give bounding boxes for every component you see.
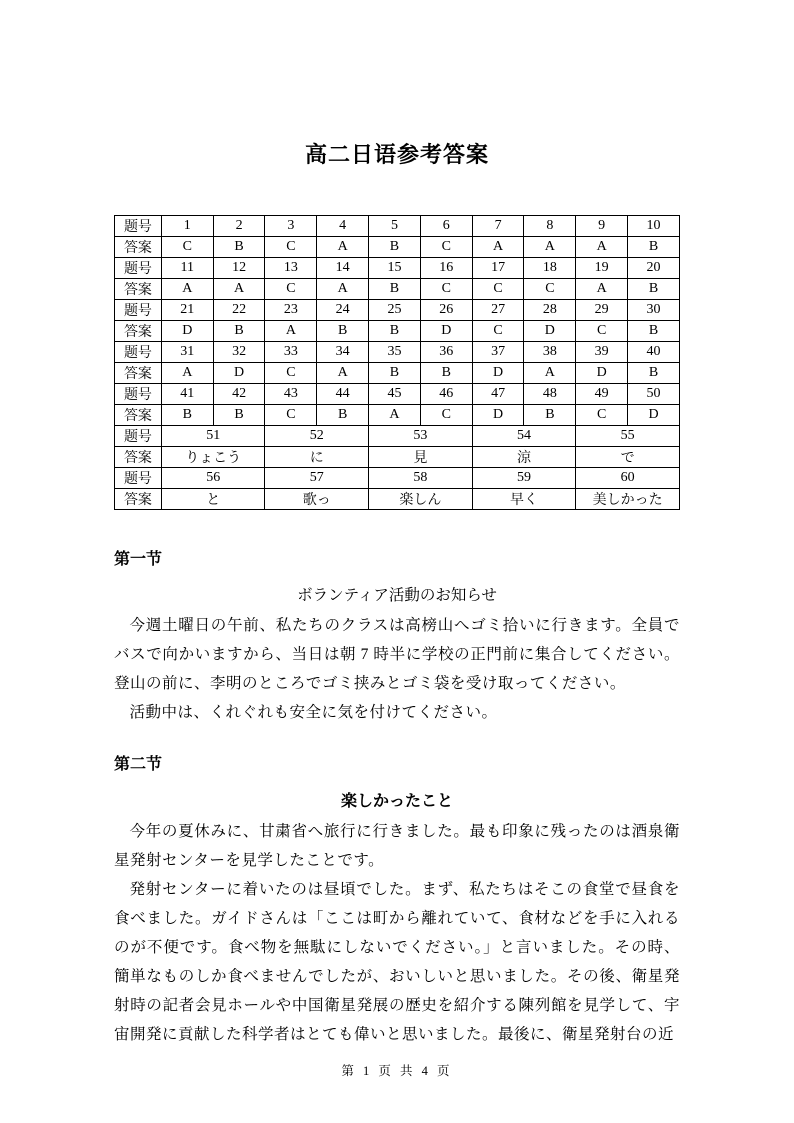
question-number-cell: 18 [524, 258, 576, 279]
answer-cell: C [472, 321, 524, 342]
answer-cell: A [524, 237, 576, 258]
question-number-cell: 49 [576, 384, 628, 405]
question-number-cell: 31 [161, 342, 213, 363]
question-number-cell: 10 [628, 216, 680, 237]
question-number-cell: 12 [213, 258, 265, 279]
section-1-subtitle: ボランティア活動のお知らせ [297, 587, 497, 604]
answer-key-table [114, 215, 680, 510]
answer-cell: A [317, 279, 369, 300]
question-number-cell: 17 [472, 258, 524, 279]
question-number-cell: 16 [420, 258, 472, 279]
question-number-cell: 14 [317, 258, 369, 279]
question-number-cell: 30 [628, 300, 680, 321]
question-number-cell: 59 [472, 468, 576, 489]
section-2-paragraph-1: 今年の夏休みに、甘粛省へ旅行に行きました。最も印象に残ったのは酒泉衛星発射センターを見学したことです。 [114, 823, 680, 869]
section-1-paragraph-1: 今週土曜日の午前、私たちのクラスは高榜山へゴミ拾いに行きます。全員でバスで向かいますから、当日は朝 7 時半に学校の正門前に集合してください。登山の前に、李明のところでゴミ挟みとゴミ袋を受け取ってください。 [114, 617, 680, 692]
answer-cell: 美しかった [576, 489, 680, 510]
question-number-cell: 41 [161, 384, 213, 405]
answer-cell: B [369, 237, 421, 258]
question-number-cell: 13 [265, 258, 317, 279]
answer-cell: B [524, 405, 576, 426]
question-number-cell: 25 [369, 300, 421, 321]
answer-cell: りょこう [161, 447, 265, 468]
question-number-cell: 8 [524, 216, 576, 237]
answer-table-row [115, 237, 680, 258]
answer-cell: A [161, 279, 213, 300]
question-number-cell: 23 [265, 300, 317, 321]
question-number-cell: 20 [628, 258, 680, 279]
row-label: 题号 [115, 258, 162, 279]
answer-cell: D [628, 405, 680, 426]
row-label: 题号 [115, 342, 162, 363]
answer-cell: D [420, 321, 472, 342]
question-number-cell: 3 [265, 216, 317, 237]
row-label: 答案 [115, 489, 162, 510]
answer-table-row [115, 279, 680, 300]
question-number-cell: 39 [576, 342, 628, 363]
question-number-cell: 19 [576, 258, 628, 279]
answer-cell: A [472, 237, 524, 258]
answer-cell: A [576, 237, 628, 258]
question-number-cell: 43 [265, 384, 317, 405]
answer-cell: A [213, 279, 265, 300]
answer-cell: A [317, 363, 369, 384]
row-label: 题号 [115, 426, 162, 447]
answer-cell: B [213, 321, 265, 342]
answer-cell: に [265, 447, 369, 468]
answer-cell: C [265, 405, 317, 426]
question-number-cell: 7 [472, 216, 524, 237]
page-number-footer: 第 1 页 共 4 页 [341, 1064, 453, 1078]
answer-cell: C [420, 279, 472, 300]
question-number-cell: 29 [576, 300, 628, 321]
answer-cell: B [161, 405, 213, 426]
question-number-cell: 42 [213, 384, 265, 405]
answer-cell: D [472, 363, 524, 384]
answer-table-row [115, 405, 680, 426]
section-2-heading: 第二节 [114, 756, 163, 773]
answer-cell: A [161, 363, 213, 384]
question-number-cell: 26 [420, 300, 472, 321]
answer-cell: 楽しん [369, 489, 473, 510]
answer-cell: D [524, 321, 576, 342]
question-number-cell: 53 [369, 426, 473, 447]
question-number-cell: 54 [472, 426, 576, 447]
question-number-cell: 55 [576, 426, 680, 447]
answer-cell: A [265, 321, 317, 342]
answer-table-row [115, 342, 680, 363]
row-label: 答案 [115, 447, 162, 468]
answer-table-row [115, 468, 680, 489]
section-2 [114, 751, 680, 1049]
question-number-cell: 57 [265, 468, 369, 489]
section-2-paragraph-2: 発射センターに着いたのは昼頃でした。まず、私たちはそこの食堂で昼食を食べました。ガイドさんは「ここは町から離れていて、食材などを手に入れるのが不便です。食べ物を無駄にしないでください。」と言いました。その時、簡単なものしか食べませんでしたが、おいしいと思いました。その後、衛星発射時の記者会見ホールや中国衛星発展の歴史を紹介する陳列館を見学して、宇宙開発に貢献した科学者はとても偉いと思いました。最後に、衛星発射台の近 [114, 881, 680, 1043]
question-number-cell: 51 [161, 426, 265, 447]
question-number-cell: 46 [420, 384, 472, 405]
answer-table-row [115, 216, 680, 237]
answer-cell: 見 [369, 447, 473, 468]
question-number-cell: 5 [369, 216, 421, 237]
question-number-cell: 2 [213, 216, 265, 237]
section-1-heading: 第一节 [114, 551, 163, 568]
question-number-cell: 36 [420, 342, 472, 363]
question-number-cell: 60 [576, 468, 680, 489]
question-number-cell: 34 [317, 342, 369, 363]
answer-cell: 早く [472, 489, 576, 510]
answer-cell: B [317, 405, 369, 426]
question-number-cell: 45 [369, 384, 421, 405]
answer-cell: B [317, 321, 369, 342]
question-number-cell: 37 [472, 342, 524, 363]
answer-cell: B [628, 279, 680, 300]
question-number-cell: 38 [524, 342, 576, 363]
question-number-cell: 32 [213, 342, 265, 363]
question-number-cell: 44 [317, 384, 369, 405]
answer-table-row [115, 489, 680, 510]
answer-cell: B [369, 321, 421, 342]
answer-cell: C [524, 279, 576, 300]
answer-cell: C [265, 237, 317, 258]
answer-cell: 涼 [472, 447, 576, 468]
section-1 [114, 546, 680, 727]
question-number-cell: 40 [628, 342, 680, 363]
answer-cell: A [317, 237, 369, 258]
question-number-cell: 4 [317, 216, 369, 237]
answer-cell: A [524, 363, 576, 384]
question-number-cell: 35 [369, 342, 421, 363]
answer-cell: C [420, 237, 472, 258]
row-label: 答案 [115, 405, 162, 426]
question-number-cell: 9 [576, 216, 628, 237]
answer-cell: C [576, 321, 628, 342]
answer-cell: A [576, 279, 628, 300]
section-2-subtitle: 楽しかったこと [340, 793, 453, 810]
answer-cell: D [213, 363, 265, 384]
row-label: 答案 [115, 363, 162, 384]
answer-cell: B [628, 321, 680, 342]
answer-cell: D [161, 321, 213, 342]
answer-table-row [115, 384, 680, 405]
row-label: 答案 [115, 237, 162, 258]
answer-cell: B [369, 279, 421, 300]
row-label: 题号 [115, 468, 162, 489]
answer-cell: C [472, 279, 524, 300]
answer-cell: B [213, 237, 265, 258]
question-number-cell: 58 [369, 468, 473, 489]
answer-cell: B [213, 405, 265, 426]
answer-cell: C [265, 279, 317, 300]
answer-cell: A [369, 405, 421, 426]
answer-cell: 歌っ [265, 489, 369, 510]
question-number-cell: 15 [369, 258, 421, 279]
question-number-cell: 1 [161, 216, 213, 237]
answer-cell: B [628, 363, 680, 384]
row-label: 答案 [115, 279, 162, 300]
answer-table-row [115, 426, 680, 447]
row-label: 题号 [115, 300, 162, 321]
answer-cell: と [161, 489, 265, 510]
row-label: 答案 [115, 321, 162, 342]
question-number-cell: 28 [524, 300, 576, 321]
answer-cell: B [369, 363, 421, 384]
answer-cell: で [576, 447, 680, 468]
answer-table-row [115, 363, 680, 384]
answer-table-row [115, 300, 680, 321]
question-number-cell: 50 [628, 384, 680, 405]
answer-table-row [115, 447, 680, 468]
answer-cell: C [265, 363, 317, 384]
question-number-cell: 11 [161, 258, 213, 279]
question-number-cell: 56 [161, 468, 265, 489]
answer-cell: C [576, 405, 628, 426]
question-number-cell: 47 [472, 384, 524, 405]
question-number-cell: 22 [213, 300, 265, 321]
question-number-cell: 52 [265, 426, 369, 447]
question-number-cell: 27 [472, 300, 524, 321]
answer-cell: C [420, 405, 472, 426]
question-number-cell: 33 [265, 342, 317, 363]
answer-cell: B [628, 237, 680, 258]
question-number-cell: 21 [161, 300, 213, 321]
answer-cell: D [472, 405, 524, 426]
question-number-cell: 24 [317, 300, 369, 321]
row-label: 题号 [115, 384, 162, 405]
answer-cell: B [420, 363, 472, 384]
answer-cell: C [161, 237, 213, 258]
answer-table-row [115, 258, 680, 279]
question-number-cell: 6 [420, 216, 472, 237]
row-label: 题号 [115, 216, 162, 237]
document-title: 高二日语参考答案 [304, 142, 489, 167]
question-number-cell: 48 [524, 384, 576, 405]
answer-table-row [115, 321, 680, 342]
section-1-paragraph-2: 活動中は、くれぐれも安全に気を付けてください。 [129, 704, 498, 721]
answer-cell: D [576, 363, 628, 384]
